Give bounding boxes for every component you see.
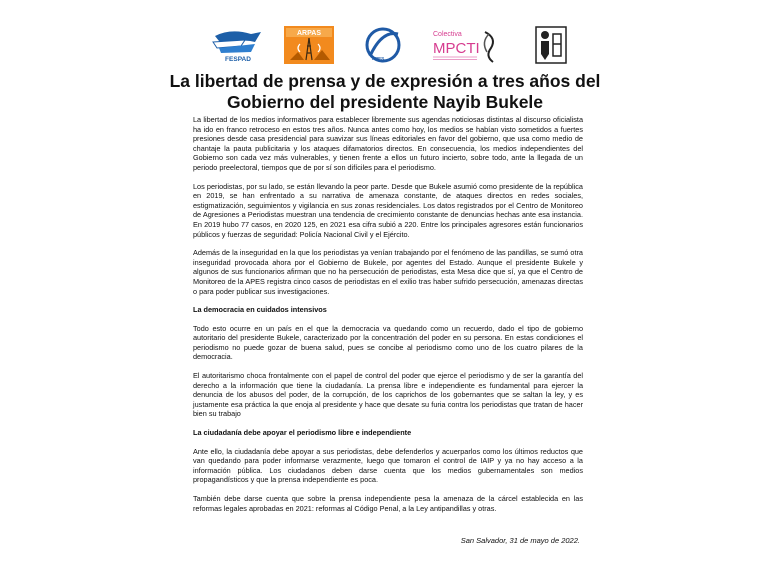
signature-date: San Salvador, 31 de mayo de 2022. [460,536,580,545]
document-body [193,115,583,522]
svg-text:APES: APES [371,56,385,61]
section-heading: La democracia en cuidados intensivos [193,305,327,315]
organization-logo [535,26,567,64]
page-title: La libertad de prensa y de expresión a tres años del Gobierno del presidente Nayib Bukele [169,71,601,112]
paragraph: Todo esto ocurre en un país en el que la democracia va quedando como un recuerdo, dado el tipo de gobierno autoritario del presidente Bukele, caracterizado por la concentración del poder en su persona. En estas condiciones el periodismo no puede gozar de buena salud, pues se concibe al periodismo como uno de los cuatro pilares de la democracia. [193,323,583,362]
svg-text:ARPAS: ARPAS [297,30,321,37]
svg-text:Colectiva: Colectiva [433,31,462,38]
svg-text:FESPAD: FESPAD [225,56,251,63]
paragraph: Los periodistas, por su lado, se están llevando la peor parte. Desde que Bukele asumió como presidente de la república en 2019, se han enfrentado a su narrativa de amenaza constante, de ataques directos en redes sociales, estigmatización, seguimientos y vigilancia en sus zonas residenciales. Los datos registrados por el Centro de Monitoreo de Agresiones a Periodistas muestran una tendencia de crecimiento constante de denuncias hechas ante esa instancia. En 2019 hubo 77 casos, en 2020 125, en 2021 esa cifra subió a 220. Entre los principales agresores están funcionarios públicos y fuerzas de seguridad: Policía Nacional Civil y el Ejército. [193,181,583,239]
apes-logo [360,26,406,64]
arpas-logo [284,26,334,64]
paragraph: La libertad de los medios informativos para establecer libremente sus agendas noticiosas distintas al discurso oficialista ha ido en franco retroceso en estos tres años. Nunca antes como hoy, los medios se habían visto sometidos a fuertes presiones desde casa presidencial para suavizar sus líneas editoriales en favor del gobierno, que usa como medio de chantaje la pauta publicitaria y los ataques difamatorios directos. En consecuencia, los medios independientes del Gobierno son cada vez más vulnerables, y tienen frente a ellos un futuro incierto, sobre todo, ante la llegada de un periodo preelectoral, tiempos que de por sí son difíciles para el periodismo. [193,115,583,172]
paragraph: Además de la inseguridad en la que los periodistas ya venían trabajando por el fenómeno de las pandillas, se sumó otra inseguridad provocada ahora por el Gobierno de Bukele, por agentes del Estado. Aunque el presidente Bukele y algunos de sus funcionarios afirman que no ha persecución de periodistas, esta Mesa dice que sí, ya que el Centro de Monitoreo de la APES registra cinco casos de periodistas en el exilio tras haber sufrido persecución, amenazas directas o para poder publicar sus investigaciones. [193,248,583,296]
paragraph: También debe darse cuenta que sobre la prensa independiente pesa la amenaza de la cárcel establecida en las reformas legales aprobadas en 2021: reformas al Código Penal, a la Ley antipandillas y otras. [193,494,583,513]
fespad-logo [211,26,265,64]
mpcti-logo [431,26,501,64]
paragraph: Ante ello, la ciudadanía debe apoyar a sus periodistas, debe defenderlos y acuerparlos como los últimos reductos que van quedando para poder informarse verazmente, luego que tomaron el control de IAIP y ya no hay acceso a la información pública. Los ciudadanos deben darse cuenta que los medios gubernamentales son medios propagandísticos y que la prensa independiente es poca. [193,446,583,485]
section-heading: La ciudadanía debe apoyar el periodismo libre e independiente [193,428,412,438]
paragraph: El autoritarismo choca frontalmente con el papel de control del poder que ejerce el periodismo y de ser la garantía del derecho a la información que tiene la ciudadanía. La prensa libre e independiente es fundamental para ejercer la denuncia de los abusos del poder, de la corrupción, de los caprichos de los gobernantes que se saltan la ley, y es justamente esa práctica la que enoja al presidente y hace que desate su furia contra los periodistas que tratan de hacer bien su trabajo [193,371,583,419]
svg-text:MPCTI: MPCTI [433,40,480,57]
logo-row [205,26,573,66]
